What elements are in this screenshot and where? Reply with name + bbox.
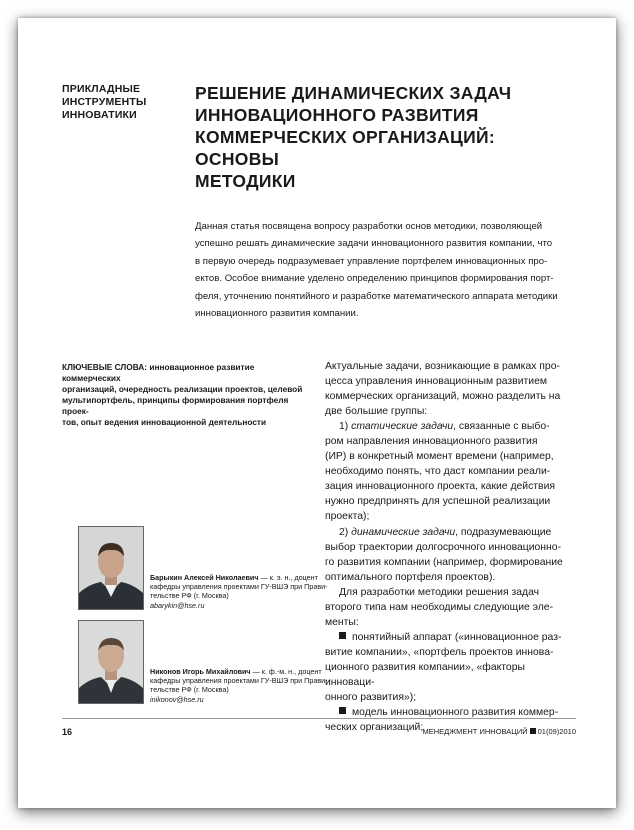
square-bullet-icon <box>530 728 536 734</box>
section-label: ПРИКЛАДНЫЕ ИНСТРУМЕНТЫ ИННОВАТИКИ <box>62 83 147 121</box>
footer-rule <box>62 718 576 719</box>
body-line: менты: <box>325 616 359 628</box>
keywords-label: КЛЮЧЕВЫЕ СЛОВА: <box>62 362 148 372</box>
body-line: нужно предпринять для успешной реализации <box>325 496 551 508</box>
body-line: зация инновационного проекта, какие действия <box>325 481 556 493</box>
author-photo <box>78 526 144 610</box>
body-line: необходимо понять, что даст компании реали- <box>325 466 551 478</box>
body-text <box>325 359 575 735</box>
square-bullet-icon <box>339 707 346 714</box>
body-line: выбор траектории долгосрочного инновационно- <box>325 541 562 553</box>
author-bio: Барыкин Алексей Николаевич — к. э. н., доцент кафедры управления проектами ГУ-ВШЭ при Прави- тельстве РФ (г. Москва) abarykin@hse.ru <box>150 573 360 610</box>
bullet-line: модель инновационного развития коммер- <box>325 705 575 720</box>
body-line: 2) динамические задачи, подразумевающие <box>339 526 552 538</box>
body-line: Для разработки методики решения задач <box>339 586 540 598</box>
issue-number: 01(09)2010 <box>537 727 576 736</box>
body-line: онного развития»); <box>325 692 417 704</box>
body-line: (ИР) в конкретный момент времени (например, <box>325 451 554 463</box>
body-line: го развития компании (например, формирование <box>325 556 563 568</box>
author-email: inikonov@hse.ru <box>150 694 204 704</box>
author-name: Барыкин Алексей Николаевич <box>150 573 259 582</box>
journal-name: МЕНЕДЖМЕНТ ИННОВАЦИЙ <box>422 727 528 736</box>
body-line: две большие группы: <box>325 406 428 418</box>
body-line: оптимального портфеля проектов). <box>325 571 496 583</box>
body-line: 1) статические задачи, связанные с выбо- <box>339 421 550 433</box>
keywords: КЛЮЧЕВЫЕ СЛОВА: инновационное развитие коммерческих организаций, очередность реализации проектов, целевой мультипортфель, принципы формирования портфеля проек- тов, опыт ведения инновационной деятельности <box>62 362 303 427</box>
body-line: ром направления инновационного развития <box>325 436 538 448</box>
page-number: 16 <box>62 727 73 737</box>
body-line: цесса управления инновационным развитием <box>325 376 547 388</box>
author-email: abarykin@hse.ru <box>150 600 205 610</box>
body-line: ционного развития компании», «факторы инноваци- <box>325 661 525 688</box>
emphasis: динамические задачи <box>351 526 456 538</box>
body-line: коммерческих организаций, можно разделить на <box>325 391 561 403</box>
body-line: проекта); <box>325 511 370 523</box>
bullet-line: понятийный аппарат («инновационное раз- <box>325 630 575 645</box>
author-bio: Никонов Игорь Михайлович — к. ф.-м. н., доцент кафедры управления проектами ГУ-ВШЭ при Прави- тельстве РФ (г. Москва) inikonov@hse.ru <box>150 667 360 704</box>
journal-info <box>360 727 576 736</box>
body-line: ческих организаций; <box>325 722 424 734</box>
body-line: второго типа нам необходимы следующие эле- <box>325 601 554 613</box>
author-photo <box>78 620 144 704</box>
author-name: Никонов Игорь Михайлович <box>150 667 251 676</box>
body-line: Актуальные задачи, возникающие в рамках про- <box>325 361 560 372</box>
article-title: РЕШЕНИЕ ДИНАМИЧЕСКИХ ЗАДАЧ ИННОВАЦИОННОГО РАЗВИТИЯ КОММЕРЧЕСКИХ ОРГАНИЗАЦИЙ: ОСНОВЫ МЕТОДИКИ <box>195 83 512 191</box>
body-line: витие компании», «портфель проектов иннова- <box>325 646 554 658</box>
emphasis: статические задачи <box>351 421 454 433</box>
square-bullet-icon <box>339 632 346 639</box>
abstract: Данная статья посвящена вопросу разработки основ методики, позволяющей успешно решать динамические задачи инновационного развития компании, что в первую очередь подразумевает управление портфелем инновационных про- ектов. Особое внимание уделено определению принципов формирования порт- феля, уточнению понятийного и разработке математического аппарата методики инновационного развития компании. <box>195 221 558 320</box>
